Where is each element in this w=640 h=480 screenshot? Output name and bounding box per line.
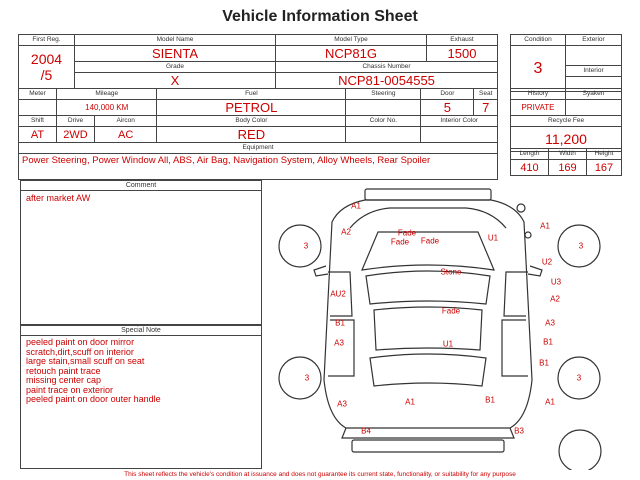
model-type-label: Model Type: [276, 35, 427, 46]
comment-text: after market AW: [26, 193, 91, 203]
seat-label: Seat: [474, 89, 498, 100]
mark-hood-3: Fade: [420, 236, 440, 246]
mark-hood-2: Fade: [390, 237, 410, 247]
recycle-fee-value: 11,200: [511, 127, 622, 152]
body-color-value: RED: [157, 127, 346, 143]
car-diagram: [270, 180, 630, 470]
model-name-value: SIENTA: [75, 46, 276, 62]
model-name-label: Model Name: [75, 35, 276, 46]
sheet-title: Vehicle Information Sheet: [222, 8, 418, 25]
steering-label: Steering: [346, 89, 421, 100]
mark-right-front-door: A2: [550, 294, 560, 304]
mileage-label: Mileage: [57, 89, 157, 100]
length-label: Length: [511, 149, 549, 160]
mark-rear-bumper-left: B4: [361, 426, 371, 436]
special-note-item: large stain,small scuff on seat: [26, 356, 145, 366]
fuel-value: PETROL: [157, 100, 346, 116]
mark-tailgate-right: B1: [485, 395, 495, 405]
interior-color-label: Interior Color: [421, 116, 498, 127]
mark-left-rear-corner: A3: [337, 399, 347, 409]
mark-left-rear-wheel: 3: [304, 373, 310, 383]
special-note-label: Special Note: [21, 326, 261, 336]
special-note-item: peeled paint on door mirror: [26, 337, 135, 347]
door-label: Door: [421, 89, 474, 100]
model-type-value: NCP81G: [276, 46, 427, 62]
door-value: 5: [421, 100, 474, 116]
special-note-item: retouch paint trace: [26, 365, 101, 376]
dimensions-table: [510, 148, 622, 176]
steering-value: [346, 100, 421, 116]
first-reg-value: 2004 /5: [19, 46, 75, 89]
mark-right-door-lower: A3: [545, 318, 555, 328]
equipment-value: Power Steering, Power Window All, ABS, Air Bag, Navigation System, Alloy Wheels, Rear Spoiler: [22, 155, 431, 166]
exterior-value: [566, 46, 622, 66]
mileage-value: 140,000 KM: [57, 100, 157, 116]
history-table: [510, 88, 622, 152]
condition-value: 3: [511, 46, 566, 92]
history-label: History: [511, 89, 566, 100]
interior-color-value: [421, 127, 498, 143]
mark-right-rear-corner: A1: [545, 397, 555, 407]
comment-box: [20, 180, 262, 325]
color-no-value: [346, 127, 421, 143]
mark-left-door-lower: B1: [335, 318, 345, 328]
meter-value: [19, 100, 57, 116]
syaken-value: [566, 100, 622, 116]
special-note-box: [20, 325, 262, 469]
condition-table: [510, 34, 622, 92]
mark-right-rear-wheel: 3: [576, 373, 582, 383]
width-label: Width: [549, 149, 587, 160]
mark-front-left-corner: A2: [341, 227, 351, 237]
mark-right-front-wheel: 3: [578, 241, 584, 251]
height-value: 167: [587, 160, 622, 176]
chassis-value: NCP81-0054555: [276, 73, 498, 89]
mark-roof-2: Fade: [441, 306, 461, 316]
special-note-item: peeled paint on door outer handle: [26, 394, 161, 404]
chassis-label: Chassis Number: [276, 62, 498, 73]
syaken-label: Syaken: [566, 89, 622, 100]
special-note-item: scratch,dirt,scuff on interior: [26, 346, 134, 357]
mark-windshield: U1: [487, 233, 499, 243]
special-note-item: missing center cap: [26, 375, 102, 385]
disclaimer-footer: This sheet reflects the vehicle's condition at issuance and does not guarantee its current state, functionality, or suitability for any purpose: [124, 471, 516, 478]
mark-left-front-door: AU2: [330, 289, 346, 299]
mark-rear-bumper-right: B3: [514, 426, 524, 436]
mark-rear-window: U1: [442, 339, 454, 349]
interior-label: Interior: [566, 66, 622, 77]
special-note-item: paint trace on exterior: [26, 384, 114, 395]
exterior-label: Exterior: [566, 35, 622, 46]
aircon-label: Aircon: [95, 116, 157, 127]
mark-right-fender: U2: [541, 257, 553, 267]
recycle-fee-label: Recycle Fee: [511, 116, 622, 127]
grade-value: X: [75, 73, 276, 89]
mark-left-front-wheel: 3: [303, 241, 309, 251]
mark-tailgate-left: A1: [405, 397, 415, 407]
model-table: [18, 34, 498, 89]
mark-front-bumper: A1: [351, 201, 361, 211]
drive-label: Drive: [57, 116, 95, 127]
comment-label: Comment: [21, 181, 261, 191]
special-note-list: [21, 336, 261, 407]
spec-table: [18, 88, 498, 180]
mark-roof: Stone: [440, 267, 462, 277]
car-outline-svg: [270, 180, 630, 470]
shift-value: AT: [19, 127, 57, 143]
mark-left-rear-door: A3: [334, 338, 344, 348]
history-value: PRIVATE: [511, 100, 566, 116]
color-no-label: Color No.: [346, 116, 421, 127]
width-value: 169: [549, 160, 587, 176]
mark-right-fender-2: U3: [550, 277, 562, 287]
condition-label: Condition: [511, 35, 566, 46]
seat-value: 7: [474, 100, 498, 116]
equipment-label: Equipment: [19, 143, 498, 154]
body-color-label: Body Color: [157, 116, 346, 127]
first-reg-label: First Reg.: [19, 35, 75, 46]
grade-label: Grade: [75, 62, 276, 73]
mark-right-rear-door: B1: [543, 337, 553, 347]
length-value: 410: [511, 160, 549, 176]
mark-hood-1: Fade: [397, 228, 417, 238]
mark-front-right-corner: A1: [540, 221, 550, 231]
mark-right-rear-quarter: B1: [539, 358, 549, 368]
shift-label: Shift: [19, 116, 57, 127]
height-label: Height: [587, 149, 622, 160]
aircon-value: AC: [95, 127, 157, 143]
drive-value: 2WD: [57, 127, 95, 143]
fuel-label: Fuel: [157, 89, 346, 100]
exhaust-label: Exhaust: [427, 35, 498, 46]
meter-label: Meter: [19, 89, 57, 100]
exhaust-value: 1500: [427, 46, 498, 62]
